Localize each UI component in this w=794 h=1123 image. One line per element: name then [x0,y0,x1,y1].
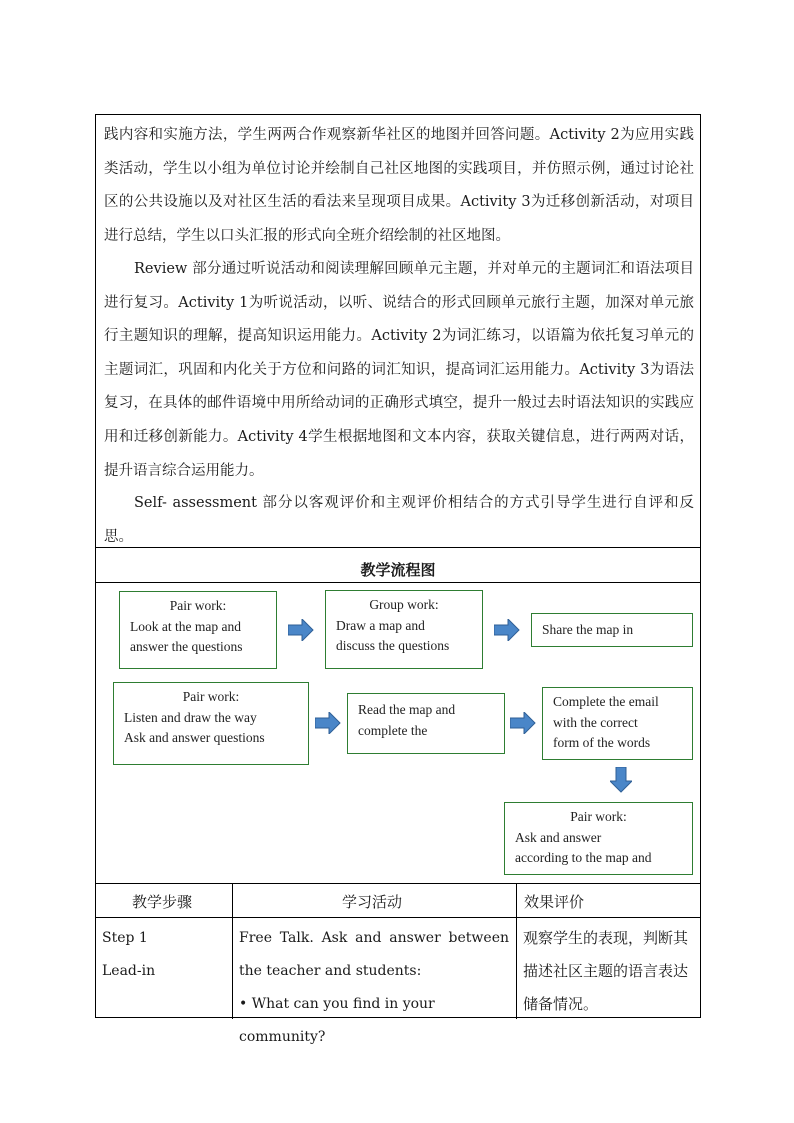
flow-box-pair-work-map: Pair work: Look at the map and answer the questions [119,591,277,669]
activity-bullet: • What can you find in your community? [239,996,435,1045]
header-teaching-step: 教学步骤 [132,893,193,911]
flow-box-group-work: Group work: Draw a map and discuss the questions [325,590,483,669]
column-divider [232,883,233,1019]
intro-paragraph-1: 践内容和实施方法，学生两两合作观察新华社区的地图并回答问题。Activity 2为应用实践类活动，学生以小组为单位讨论并绘制自己社区地图的实践项目，并仿照示例，通过讨论社区的公共设施以及对社区生活的看法来呈现项目成果。Activity 3为迁移创新活动，对项目进行总结，学生以口头汇报的形式向全班介绍绘制的社区地图。 [104,127,694,244]
divider [96,547,700,548]
arrow-right-icon [288,619,314,641]
flow-box-read-map: Read the map and complete the [347,693,505,754]
header-effect-evaluation: 效果评价 [524,893,585,911]
arrow-down-icon [610,767,632,793]
lesson-plan-table [95,114,701,1045]
stage-label: Lead-in [102,963,156,979]
flow-box-pair-work-listen: Pair work: Listen and draw the way Ask and answer questions [113,682,309,765]
column-divider [516,883,517,1019]
intro-paragraph-2: Review 部分通过听说活动和阅读理解回顾单元主题，并对单元的主题词汇和语法项目进行复习。Activity 1为听说活动，以听、说结合的形式回顾单元旅行主题，加深对单元旅行主题知识的理解，提高知识运用能力。Activity 2为词汇练习，以语篇为依托复习单元的主题词汇，巩固和内化关于方位和问路的词汇知识，提高词汇运用能力。Activity 3为语法复习，在具体的邮件语境中用所给动词的正确形式填空，提升一般过去时语法知识的实践应用和迁移创新能力。Activity 4学生根据地图和文本内容，获取关键信息，进行两两对话，提升语言综合运用能力。 [104,261,694,479]
divider [96,917,700,918]
step-label: Step 1 [102,930,148,946]
arrow-right-icon [494,619,520,641]
intro-paragraph-3: Self- assessment 部分以客观评价和主观评价相结合的方式引导学生进行自评和反思。 [104,495,694,545]
arrow-right-icon [510,712,536,734]
divider [96,582,700,583]
evaluation-text: 观察学生的表现，判断其描述社区主题的语言表达储备情况。 [523,929,689,1013]
activity-intro: Free Talk. Ask and answer between the teacher and students: [239,930,509,979]
divider [96,883,700,884]
flow-box-pair-work-ask: Pair work: Ask and answer according to the map and [504,802,693,875]
arrow-right-icon [315,712,341,734]
flow-box-complete-email: Complete the email with the correct form of the words [542,687,693,760]
flowchart-title: 教学流程图 [360,561,436,579]
flow-box-share-map: Share the map in [531,613,693,647]
header-learning-activity: 学习活动 [342,893,403,911]
